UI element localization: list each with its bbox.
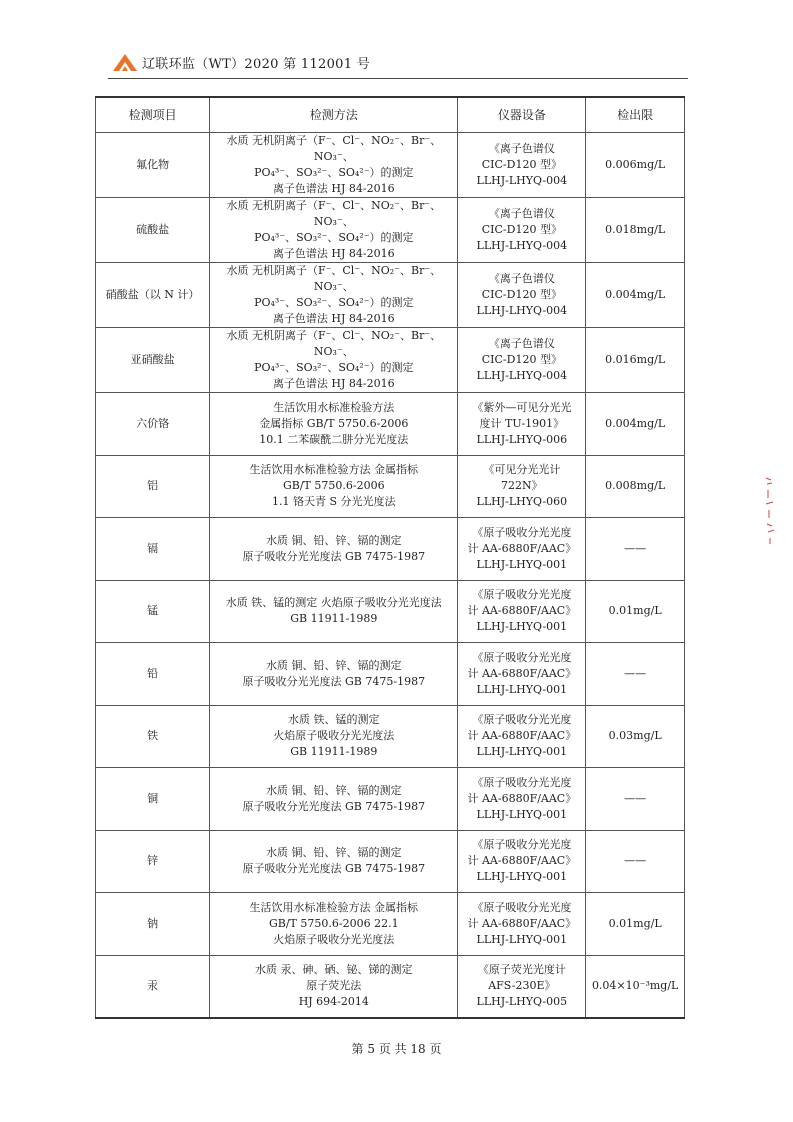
cell-item: 六价铬 xyxy=(96,393,210,456)
header-divider xyxy=(108,78,688,79)
cell-instrument: 《离子色谱仪 CIC-D120 型》 LLHJ-LHYQ-004 xyxy=(458,328,586,393)
cell-method: 水质 铁、锰的测定 火焰原子吸收分光光度法 GB 11911-1989 xyxy=(210,580,458,643)
cell-instrument: 《原子吸收分光光度 计 AA-6880F/AAC》 LLHJ-LHYQ-001 xyxy=(458,580,586,643)
cell-instrument: 《原子吸收分光光度 计 AA-6880F/AAC》 LLHJ-LHYQ-001 xyxy=(458,705,586,768)
cell-instrument: 《原子吸收分光光度 计 AA-6880F/AAC》 LLHJ-LHYQ-001 xyxy=(458,518,586,581)
report-number: 辽联环监（WT）2020 第 112001 号 xyxy=(142,56,371,72)
cell-method: 水质 汞、砷、硒、铋、锑的测定 原子荧光法 HJ 694-2014 xyxy=(210,955,458,1018)
cell-instrument: 《原子吸收分光光度 计 AA-6880F/AAC》 LLHJ-LHYQ-001 xyxy=(458,893,586,956)
company-logo-icon xyxy=(112,52,138,72)
header-limit: 检出限 xyxy=(586,97,685,133)
table-row xyxy=(96,198,685,263)
cell-limit: 0.004mg/L xyxy=(586,393,685,456)
table-row xyxy=(96,893,685,956)
cell-item: 汞 xyxy=(96,955,210,1018)
cell-method: 生活饮用水标准检验方法 金属指标 GB/T 5750.6-2006 1.1 铬天青 S 分光光度法 xyxy=(210,455,458,518)
table-body xyxy=(96,133,685,1019)
cell-limit: 0.03mg/L xyxy=(586,705,685,768)
cell-limit: 0.018mg/L xyxy=(586,198,685,263)
table-row xyxy=(96,263,685,328)
cell-instrument: 《离子色谱仪 CIC-D120 型》 LLHJ-LHYQ-004 xyxy=(458,198,586,263)
cell-item: 钠 xyxy=(96,893,210,956)
cell-instrument: 《原子吸收分光光度 计 AA-6880F/AAC》 LLHJ-LHYQ-001 xyxy=(458,768,586,831)
cell-method: 水质 无机阴离子（F⁻、Cl⁻、NO₂⁻、Br⁻、NO₃⁻、 PO₄³⁻、SO₃²⁻、SO₄²⁻）的测定 离子色谱法 HJ 84-2016 xyxy=(210,328,458,393)
cell-limit: 0.006mg/L xyxy=(586,133,685,198)
cell-limit: 0.008mg/L xyxy=(586,455,685,518)
table-header-row xyxy=(96,97,685,133)
table-row xyxy=(96,133,685,198)
cell-limit: —— xyxy=(586,830,685,893)
cell-method: 水质 无机阴离子（F⁻、Cl⁻、NO₂⁻、Br⁻、NO₃⁻、 PO₄³⁻、SO₃²⁻、SO₄²⁻）的测定 离子色谱法 HJ 84-2016 xyxy=(210,198,458,263)
cell-method: 水质 无机阴离子（F⁻、Cl⁻、NO₂⁻、Br⁻、NO₃⁻、 PO₄³⁻、SO₃²⁻、SO₄²⁻）的测定 离子色谱法 HJ 84-2016 xyxy=(210,133,458,198)
cell-item: 镉 xyxy=(96,518,210,581)
table-row xyxy=(96,455,685,518)
cell-instrument: 《离子色谱仪 CIC-D120 型》 LLHJ-LHYQ-004 xyxy=(458,133,586,198)
cell-item: 铁 xyxy=(96,705,210,768)
cell-limit: 0.016mg/L xyxy=(586,328,685,393)
cell-limit: —— xyxy=(586,518,685,581)
cell-instrument: 《原子吸收分光光度 计 AA-6880F/AAC》 LLHJ-LHYQ-001 xyxy=(458,643,586,706)
table-row xyxy=(96,830,685,893)
table-row xyxy=(96,518,685,581)
cell-item: 亚硝酸盐 xyxy=(96,328,210,393)
cell-item: 硝酸盐（以 N 计） xyxy=(96,263,210,328)
cell-item: 铝 xyxy=(96,455,210,518)
cell-method: 水质 铜、铅、锌、镉的测定 原子吸收分光光度法 GB 7475-1987 xyxy=(210,643,458,706)
cell-method: 生活饮用水标准检验方法 金属指标 GB/T 5750.6-2006 22.1 火焰原子吸收分光光度法 xyxy=(210,893,458,956)
table-row xyxy=(96,643,685,706)
cell-item: 氟化物 xyxy=(96,133,210,198)
table-row xyxy=(96,955,685,1018)
cell-instrument: 《紫外—可见分光光 度计 TU-1901》 LLHJ-LHYQ-006 xyxy=(458,393,586,456)
header-instrument: 仪器设备 xyxy=(458,97,586,133)
detection-methods-table xyxy=(95,96,685,1019)
cell-item: 铜 xyxy=(96,768,210,831)
cell-instrument: 《离子色谱仪 CIC-D120 型》 LLHJ-LHYQ-004 xyxy=(458,263,586,328)
cell-method: 水质 铜、铅、锌、镉的测定 原子吸收分光光度法 GB 7475-1987 xyxy=(210,830,458,893)
cell-instrument: 《可见分光光计 722N》 LLHJ-LHYQ-060 xyxy=(458,455,586,518)
header-method: 检测方法 xyxy=(210,97,458,133)
cell-limit: 0.04×10⁻³mg/L xyxy=(586,955,685,1018)
cell-method: 水质 铜、铅、锌、镉的测定 原子吸收分光光度法 GB 7475-1987 xyxy=(210,768,458,831)
cell-instrument: 《原子吸收分光光度 计 AA-6880F/AAC》 LLHJ-LHYQ-001 xyxy=(458,830,586,893)
cell-limit: 0.01mg/L xyxy=(586,580,685,643)
cell-method: 水质 铁、锰的测定 火焰原子吸收分光光度法 GB 11911-1989 xyxy=(210,705,458,768)
margin-seal-mark xyxy=(762,470,784,550)
cell-method: 水质 无机阴离子（F⁻、Cl⁻、NO₂⁻、Br⁻、NO₃⁻、 PO₄³⁻、SO₃²⁻、SO₄²⁻）的测定 离子色谱法 HJ 84-2016 xyxy=(210,263,458,328)
header-item: 检测项目 xyxy=(96,97,210,133)
cell-item: 锌 xyxy=(96,830,210,893)
cell-limit: 0.01mg/L xyxy=(586,893,685,956)
cell-item: 锰 xyxy=(96,580,210,643)
table-row xyxy=(96,580,685,643)
cell-item: 铅 xyxy=(96,643,210,706)
cell-instrument: 《原子荧光光度计 AFS-230E》 LLHJ-LHYQ-005 xyxy=(458,955,586,1018)
table-row xyxy=(96,705,685,768)
cell-item: 硫酸盐 xyxy=(96,198,210,263)
cell-limit: 0.004mg/L xyxy=(586,263,685,328)
table-row xyxy=(96,393,685,456)
cell-limit: —— xyxy=(586,643,685,706)
cell-limit: —— xyxy=(586,768,685,831)
cell-method: 水质 铜、铅、锌、镉的测定 原子吸收分光光度法 GB 7475-1987 xyxy=(210,518,458,581)
table-row xyxy=(96,328,685,393)
table-row xyxy=(96,768,685,831)
report-header xyxy=(112,50,370,74)
cell-method: 生活饮用水标准检验方法 金属指标 GB/T 5750.6-2006 10.1 二苯碳酰二肼分光光度法 xyxy=(210,393,458,456)
page-number: 第 5 页 共 18 页 xyxy=(351,1042,442,1056)
